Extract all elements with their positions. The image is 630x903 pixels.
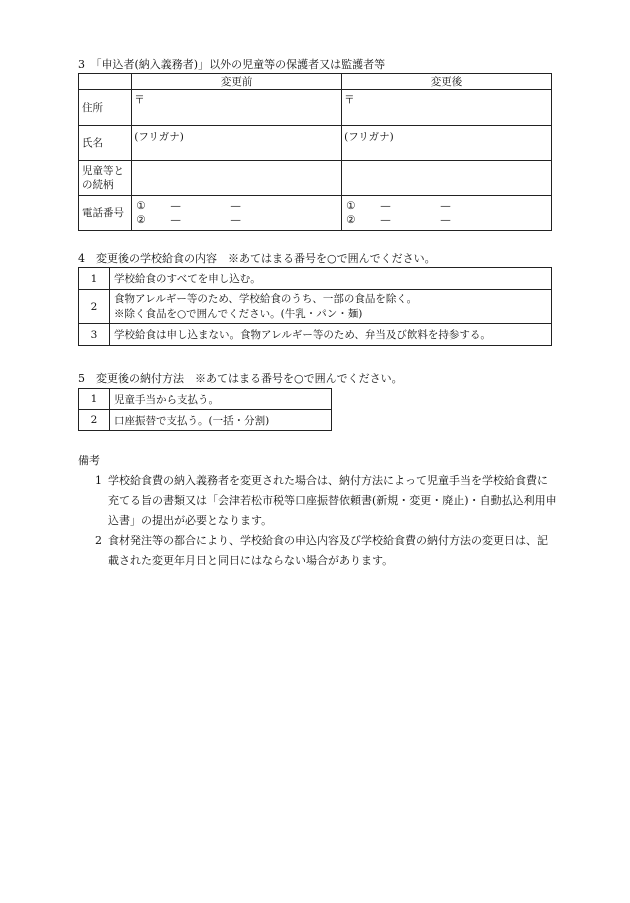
guardian-table <box>78 73 552 231</box>
phone1-after: ① <box>346 200 356 212</box>
note-item <box>78 531 558 571</box>
notes <box>78 451 558 571</box>
phone-after-field[interactable] <box>342 196 552 231</box>
name-label: 氏名 <box>79 126 132 161</box>
dash: — <box>380 214 391 226</box>
note-number: 2 <box>95 534 102 547</box>
option-text <box>110 290 552 324</box>
option-number[interactable]: 1 <box>79 389 110 410</box>
dash: — <box>230 214 241 226</box>
name-before-field[interactable] <box>132 126 342 161</box>
option-number[interactable]: 2 <box>79 410 110 431</box>
meal-options-table <box>78 267 552 346</box>
option-text: 学校給食は申し込まない。食物アレルギー等のため、弁当及び飲料を持参する。 <box>110 324 552 346</box>
section4-heading: 4 変更後の学校給食の内容 ※あてはまる番号を○で囲んでください。 <box>78 252 436 265</box>
name-after-field[interactable] <box>342 126 552 161</box>
relation-label: 児童等との続柄 <box>79 161 132 196</box>
dash: — <box>170 200 181 212</box>
payment-options-table <box>78 388 332 431</box>
option-number[interactable]: 2 <box>79 290 110 324</box>
phone2-after: ② <box>346 214 356 226</box>
address-after-field[interactable] <box>342 90 552 126</box>
relation-before-field[interactable] <box>132 161 342 196</box>
address-label: 住所 <box>79 90 132 126</box>
notes-title: 備考 <box>78 454 100 467</box>
dash: — <box>170 214 181 226</box>
postal-mark-before: 〒 <box>134 94 145 106</box>
note-text: 食材発注等の都合により、学校給食の申込内容及び学校給食費の納付方法の変更日は、記載された変更年月日と同日にはならない場合があります。 <box>108 534 548 567</box>
option-text: 児童手当から支払う。 <box>110 389 332 410</box>
dash: — <box>380 200 391 212</box>
payment-option-row[interactable] <box>79 410 332 431</box>
option-text: 学校給食のすべてを申し込む。 <box>110 268 552 290</box>
address-before-field[interactable] <box>132 90 342 126</box>
header-before: 変更前 <box>132 74 342 90</box>
option-line: 食物アレルギー等のため、学校給食のうち、一部の食品を除く。 <box>114 292 418 305</box>
section3-heading: 3 「申込者(納入義務者)」以外の児童等の保護者又は監護者等 <box>78 58 386 71</box>
furigana-after: (フリガナ) <box>344 131 394 143</box>
option-number[interactable]: 1 <box>79 268 110 290</box>
note-text: 学校給食費の納入義務者を変更された場合は、納付方法によって児童手当を学校給食費に充てる旨の書類又は「会津若松市税等口座振替依頼書(新規・変更・廃止)・自動払込利用申込書」の提出が必要となります。 <box>108 474 557 527</box>
header-after: 変更後 <box>342 74 552 90</box>
note-item <box>78 471 558 531</box>
dash: — <box>230 200 241 212</box>
postal-mark-after: 〒 <box>344 94 355 106</box>
option-number[interactable]: 3 <box>79 324 110 346</box>
meal-option-row[interactable] <box>79 268 552 290</box>
meal-option-row[interactable] <box>79 290 552 324</box>
dash: — <box>440 214 451 226</box>
phone1-before: ① <box>136 200 146 212</box>
meal-option-row[interactable] <box>79 324 552 346</box>
dash: — <box>440 200 451 212</box>
relation-after-field[interactable] <box>342 161 552 196</box>
phone2-before: ② <box>136 214 146 226</box>
note-number: 1 <box>95 474 102 487</box>
option-text: 口座振替で支払う。(一括・分割) <box>110 410 332 431</box>
phone-label: 電話番号 <box>79 196 132 231</box>
header-blank <box>79 74 132 90</box>
option-line: ※除く食品を○で囲んでください。(牛乳・パン・麺) <box>114 307 363 320</box>
section5-heading: 5 変更後の納付方法 ※あてはまる番号を○で囲んでください。 <box>78 372 403 385</box>
payment-option-row[interactable] <box>79 389 332 410</box>
furigana-before: (フリガナ) <box>134 131 184 143</box>
phone-before-field[interactable] <box>132 196 342 231</box>
